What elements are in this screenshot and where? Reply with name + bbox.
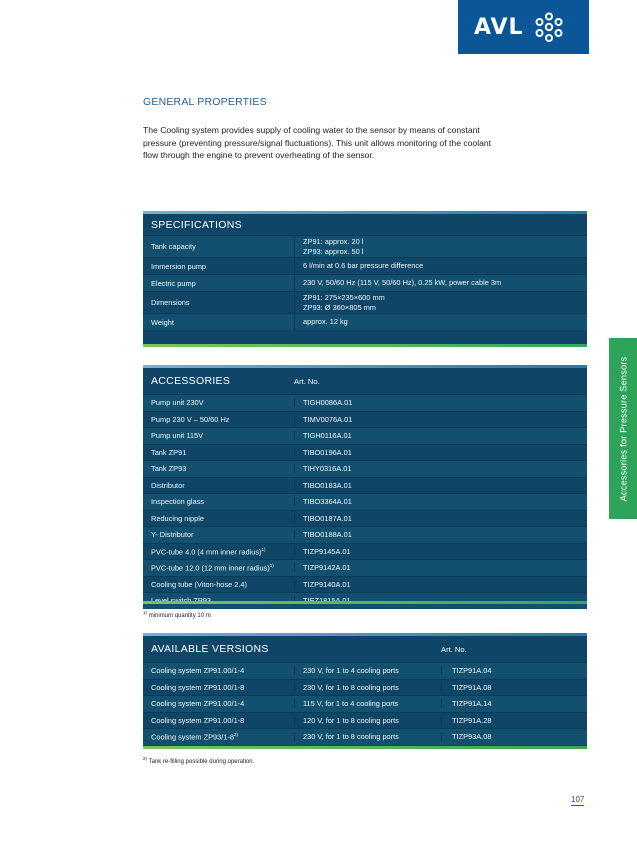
spec-value: [294, 314, 348, 330]
specifications-title: SPECIFICATIONS: [151, 218, 242, 231]
version-art-no: TIZP91A.04: [441, 666, 491, 675]
spec-row: [143, 235, 587, 257]
accessory-art-no: TIHY0316A.01: [294, 464, 351, 473]
accessory-name-text: Reducing nipple: [151, 513, 205, 523]
version-name: [143, 666, 294, 675]
accessory-name: [143, 481, 294, 490]
versions-art-header: Art. No.: [441, 644, 467, 654]
accessory-name: [143, 464, 294, 473]
version-art-no: TIZP93A.08: [441, 732, 491, 741]
section-side-tab: [609, 338, 637, 519]
spec-label: Dimensions: [151, 298, 190, 307]
accessory-name-text: Distributor: [151, 480, 185, 490]
accessory-art-no: TIZP9140A.01: [294, 580, 351, 589]
version-name-text: Cooling system ZP91.00/1-8: [151, 682, 245, 692]
accessory-row: [143, 526, 587, 543]
version-footnote-ref: 2): [233, 732, 238, 738]
accessory-name-text: PVC-tube 4.0 (4 mm inner radius): [151, 546, 262, 556]
spec-row: [143, 291, 587, 313]
spec-value: [294, 258, 423, 274]
specifications-panel: [143, 211, 587, 347]
version-row: [143, 662, 587, 679]
version-description: 230 V, for 1 to 8 cooling ports: [294, 732, 441, 741]
version-description: 230 V, for 1 to 4 cooling ports: [294, 666, 441, 675]
accessory-name: [143, 497, 294, 506]
accessory-row: [143, 394, 587, 411]
accessory-row: [143, 576, 587, 593]
version-row: [143, 679, 587, 696]
accessory-row: [143, 477, 587, 494]
accessory-name-text: Inspection glass: [151, 497, 204, 507]
spec-row: [143, 274, 587, 291]
page-number: 107: [571, 795, 585, 804]
accessories-table: [143, 394, 587, 609]
accessory-art-no: TIBO3364A.01: [294, 497, 352, 506]
version-name-text: Cooling system ZP93/1-8: [151, 732, 234, 742]
accessory-art-no: TIBO0187A.01: [294, 514, 352, 523]
accessories-art-header: Art. No.: [294, 376, 320, 386]
spec-value-line: ZP93: approx. 50 l: [303, 246, 364, 256]
versions-footnote-text: Tank re-filling possible during operation.: [148, 759, 255, 765]
accessory-name: [143, 547, 294, 556]
spec-row: [143, 313, 587, 330]
logo-emblem-icon: [532, 10, 566, 44]
accessory-row: [143, 460, 587, 477]
versions-footnote-mark: 2): [143, 756, 148, 761]
spec-value: [294, 275, 501, 291]
spec-value-line: ZP93: Ø 360×805 mm: [303, 302, 376, 312]
accessory-row: [143, 444, 587, 461]
general-properties-text: The Cooling system provides supply of cooling water to the sensor by means of constant pressure (preventing pressure/signal fluctuations). This unit allows monitoring of the coolant flow through the engine to prevent overheating of the sensor.: [143, 125, 492, 160]
spec-label: Weight: [151, 317, 174, 327]
version-name-text: Cooling system ZP91.00/1-4: [151, 666, 245, 676]
versions-title: AVAILABLE VERSIONS: [151, 643, 269, 655]
accessory-art-no: TIGH0116A.01: [294, 431, 352, 440]
version-art-no: TIZP91A.14: [441, 699, 491, 708]
accessory-footnote-ref: 1): [261, 546, 266, 552]
version-description: 115 V, for 1 to 4 cooling ports: [294, 699, 441, 708]
accessory-name-text: Pump unit 115V: [151, 431, 204, 441]
accessory-row: [143, 543, 587, 560]
spec-label: Electric pump: [151, 278, 196, 288]
accessory-art-no: TIBO0188A.01: [294, 530, 352, 539]
version-description: 120 V, for 1 to 8 cooling ports: [294, 716, 441, 725]
accessory-name-text: Cooling tube (Viton-hose 2.4): [151, 579, 248, 589]
spec-value-line: ZP91: 275×235×600 mm: [303, 292, 385, 302]
accessory-footnote-ref: 1): [269, 563, 274, 569]
accessory-row: [143, 493, 587, 510]
version-name: [143, 699, 294, 708]
version-row: [143, 695, 587, 712]
accessory-name: [143, 530, 294, 539]
version-name: [143, 732, 294, 741]
accessory-name-text: Y- Distributor: [151, 530, 194, 540]
spec-value-line: ZP91: approx. 20 l: [303, 236, 364, 246]
spec-value-line: approx. 12 kg: [303, 317, 348, 326]
version-name-text: Cooling system ZP91.00/1-4: [151, 699, 245, 709]
versions-footnote: [143, 756, 254, 765]
versions-table: [143, 662, 587, 745]
accessories-footnote: [143, 610, 211, 619]
accessory-name-text: Tank ZP93: [151, 464, 187, 474]
accessory-row: [143, 510, 587, 527]
accessory-name: [143, 448, 294, 457]
spec-value-line: 230 V, 50/60 Hz (115 V, 50/60 Hz), 0.25 kW, power cable 3m: [303, 278, 502, 287]
accessory-row: [143, 559, 587, 576]
accessory-art-no: TIZP9142A.01: [294, 563, 351, 572]
accessories-panel: [143, 365, 587, 604]
accessory-name: [143, 563, 294, 572]
version-row: [143, 728, 587, 745]
version-name: [143, 683, 294, 692]
accessory-art-no: TIZP9145A.01: [294, 547, 351, 556]
accessory-name: [143, 431, 294, 440]
logo-text: AVL: [474, 14, 524, 40]
versions-panel: [143, 633, 587, 749]
spec-label: Tank capacity: [151, 242, 196, 251]
accessory-row: [143, 427, 587, 444]
accessory-name-text: Tank ZP91: [151, 447, 187, 457]
version-row: [143, 712, 587, 729]
avl-logo: [458, 0, 589, 54]
accessory-art-no: TIMV0076A.01: [294, 415, 352, 424]
accessory-name: [143, 398, 294, 407]
version-art-no: TIZP91A.08: [441, 683, 491, 692]
accessory-name: [143, 514, 294, 523]
accessory-name-text: PVC-tube 12.0 (12 mm inner radius): [151, 563, 270, 573]
general-properties-heading: GENERAL PROPERTIES: [143, 96, 267, 108]
accessory-name: [143, 580, 294, 589]
version-name-text: Cooling system ZP91.00/1-8: [151, 715, 245, 725]
accessory-art-no: TIBO0183A.01: [294, 481, 352, 490]
version-name: [143, 716, 294, 725]
spec-label: Immersion pump: [151, 261, 207, 271]
accessory-art-no: TIBO0196A.01: [294, 448, 352, 457]
accessory-name-text: Pump unit 230V: [151, 398, 204, 408]
spec-value: [294, 236, 363, 257]
spec-value: [294, 292, 385, 313]
version-description: 230 V, for 1 to 8 cooling ports: [294, 683, 441, 692]
accessory-row: [143, 411, 587, 428]
accessory-name: [143, 415, 294, 424]
accessory-art-no: TIGH0086A.01: [294, 398, 352, 407]
accessory-name-text: Pump 230 V – 50/60 Hz: [151, 414, 230, 424]
specifications-table: [143, 235, 587, 330]
accessories-footnote-text: minimum quantity 10 m: [148, 613, 211, 619]
side-tab-label: Accessories for Pressure Sensors: [618, 356, 628, 501]
spec-row: [143, 257, 587, 274]
accessories-footnote-mark: 1): [143, 610, 148, 615]
spec-value-line: 6 l/min at 0.6 bar pressure difference: [303, 261, 424, 270]
accessories-title: ACCESSORIES: [151, 375, 231, 387]
version-art-no: TIZP91A.28: [441, 716, 491, 725]
